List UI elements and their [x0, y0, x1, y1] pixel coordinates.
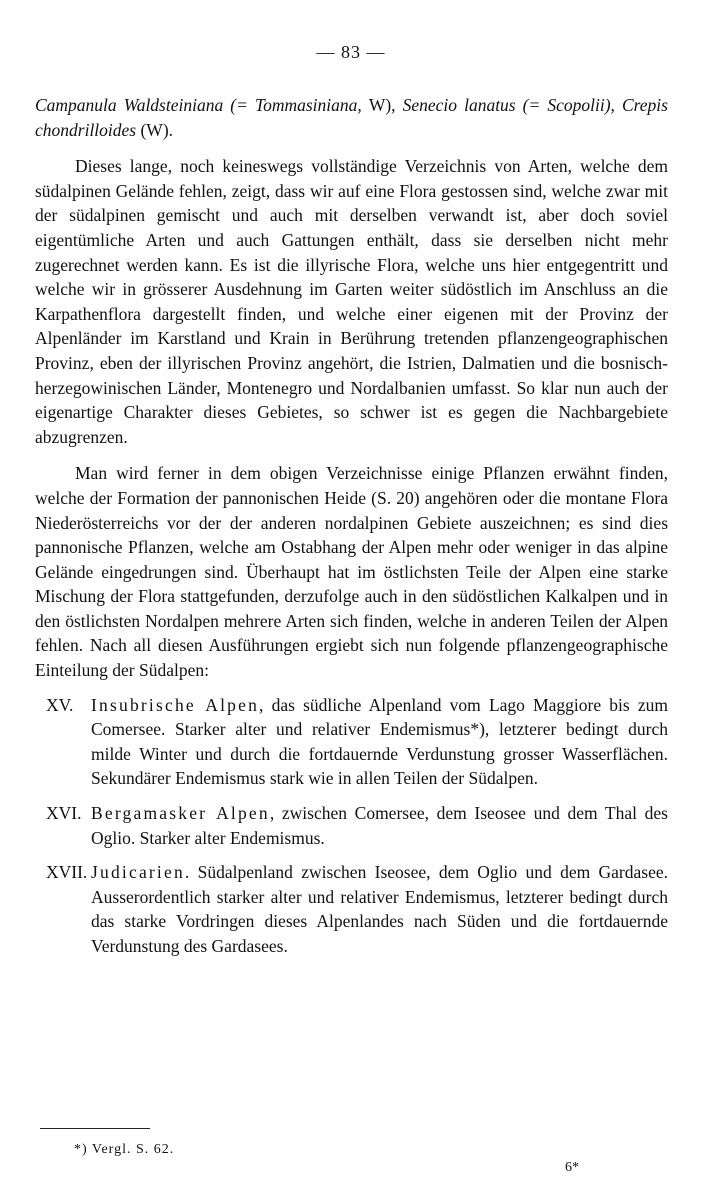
region-description	[91, 693, 668, 791]
region-description	[91, 860, 668, 958]
region-description	[91, 801, 668, 850]
region-item	[35, 801, 668, 850]
species-list-continuation	[35, 93, 668, 142]
region-number: XV.	[46, 694, 74, 715]
footnote: *) Vergl. S. 62.	[74, 1142, 175, 1157]
region-name: Bergamasker Alpen	[91, 803, 270, 824]
region-text: . Südalpenland zwischen Iseosee, dem Oglio und dem Gardasee. Ausserordentlich starker alter und relativer Endemismus, letzterer bedingt durch das starke Vordringen dieses Alpenlandes nach Süden und die fortdauernde Verdunstung des Gardasees.	[91, 862, 668, 956]
region-text: , zwischen Comersee, dem Iseosee und dem Thal des Oglio. Starker alter Endemismus.	[91, 803, 668, 848]
author-abbrev-2: (W).	[140, 119, 174, 140]
body-text	[35, 93, 668, 959]
species-text-2: Senecio lanatus (= Scopolii), Crepis chondrilloides	[35, 95, 668, 140]
page-number: — 83 —	[316, 42, 386, 62]
author-abbrev-1: W),	[368, 95, 403, 115]
footnote-divider	[40, 1128, 150, 1129]
paragraph-illyrian-flora: Dieses lange, noch keineswegs vollständige Verzeichnis von Arten, welche dem südalpinen Gelände fehlen, zeigt, dass wir auf eine Flora gestossen sind, welche zwar mit der südalpinen gemischt und auch mit derselben verwandt ist, aber doch soviel eigentümliche Arten und auch Gattungen enthält, dass sie derselben nicht mehr zugerechnet werden kann. Es ist die illyrische Flora, welche uns hier entgegentritt und welche wir in grösserer Ausdehnung im Garten weiter südöstlich im Anschluss an die Karpathenflora dargestellt finden, und welche einer eigenen mit der Provinz der Alpenländer im Karstland und Krain in Berührung tretenden pflanzengeographischen Provinz, eben der illyrischen Provinz angehört, die Istrien, Dalmatien und die bosnisch-herzegowinischen Länder, Montenegro und Nordalbanien umfasst. So klar nun auch der eigenartige Charakter dieses Gebietes, so schwer ist es gegen die Nachbargebiete abzugrenzen.	[35, 156, 668, 447]
paragraph-pannonian-plants: Man wird ferner in dem obigen Verzeichnisse einige Pflanzen erwähnt finden, welche der Formation der pannonischen Heide (S. 20) angehören oder die montane Flora Niederösterreichs vor der der anderen nordalpinen Gebiete auszeichnen; es sind dies pannonische Pflanzen, welche am Ostabhang der Alpen mehr oder weniger in das alpine Gelände eingedrungen sind. Überhaupt hat im östlichsten Teile der Alpen eine starke Mischung der Flora stattgefunden, derzufolge auch in den südöstlichen Kalkalpen und in den östlichsten Nordalpen mehrere Arten sich finden, welche in anderen Teilen der Alpen fehlen. Nach all diesen Ausführungen ergiebt sich nun folgende pflanzengeographische Einteilung der Südalpen:	[35, 463, 668, 681]
species-text-1: Campanula Waldsteiniana (= Tommasiniana,	[35, 95, 369, 115]
region-number: XVI.	[46, 803, 82, 824]
region-item	[35, 693, 668, 791]
printer-signature: 6*	[565, 1160, 579, 1175]
region-name: Insubrische Alpen	[91, 694, 260, 715]
region-text: , das südliche Alpenland vom Lago Maggiore bis zum Comersee. Starker alter und relativer Endemismus*), letzterer bedingt durch milde Winter und durch die fortdauernde Verdunstung grosser Wasserflächen. Sekundärer Endemismus stark wie in allen Teilen der Südalpen.	[91, 694, 669, 789]
region-list	[35, 693, 668, 959]
region-name: Judicarien	[91, 862, 185, 883]
region-item	[35, 860, 668, 958]
region-number: XVII.	[46, 862, 88, 883]
